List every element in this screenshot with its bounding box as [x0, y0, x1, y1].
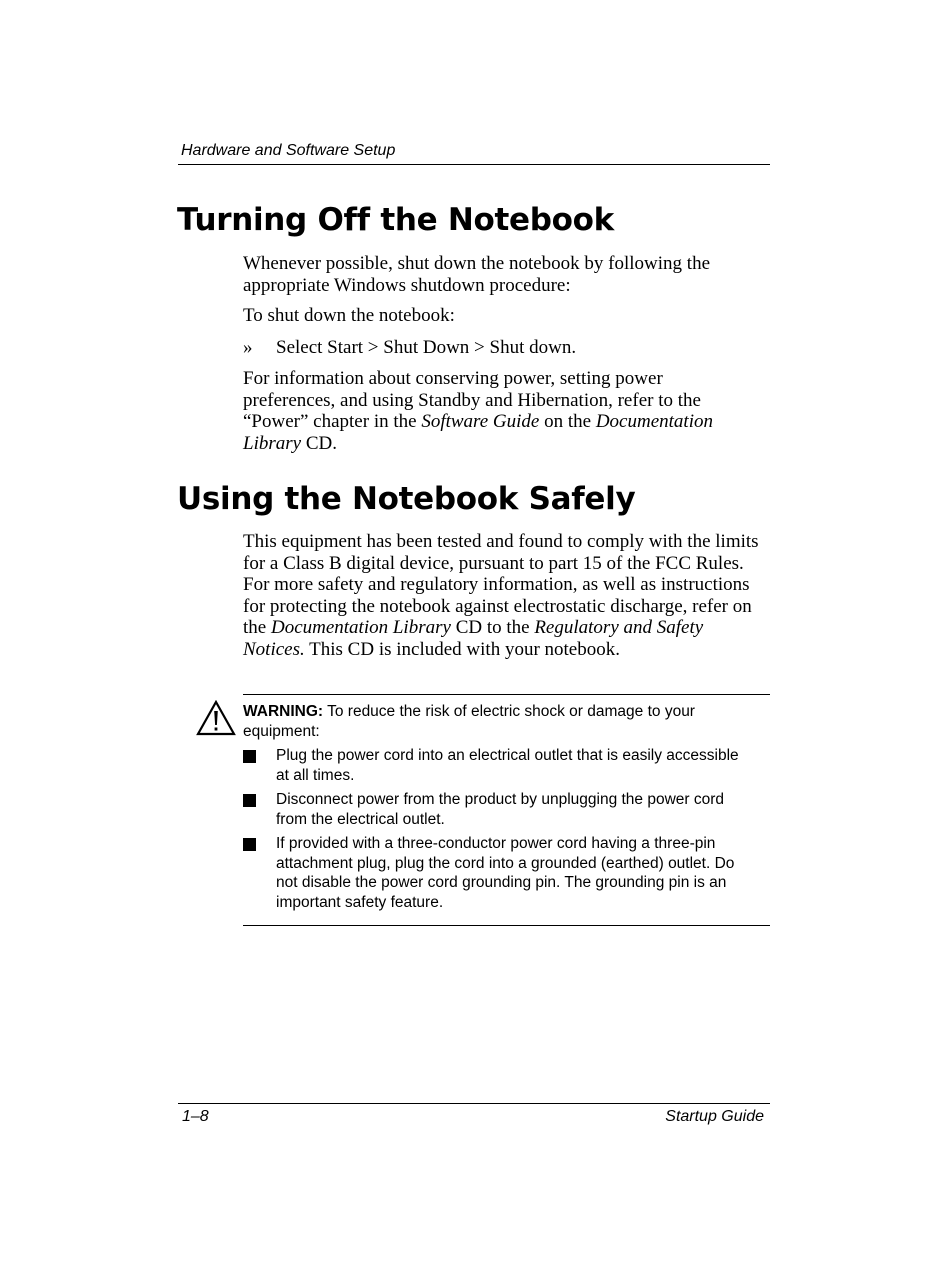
step-marker: »	[243, 337, 253, 358]
step-text: Select Start > Shut Down > Shut down.	[276, 337, 577, 358]
warning-bullet-text: Disconnect power from the product by unplugging the power cord from the electrical outlet.	[276, 791, 725, 828]
warning-triangle-icon	[196, 700, 236, 736]
documentation-library-title-2: Documentation Library	[270, 617, 451, 638]
paragraph-shutdown-intro: Whenever possible, shut down the notebook by following the appropriate Windows shutdown procedure:	[243, 253, 711, 296]
warning-bullet-item	[243, 834, 753, 912]
fcc-text-1: This equipment has been tested and found to comply with the limits for a Class B digital device, pursuant to part 15 of the FCC Rules. For more safety and regulatory information, as well as instructions for protecting the notebook against electrostatic discharge, refer on the	[243, 531, 759, 638]
warning-message: To reduce the risk of electric shock or damage to your equipment:	[243, 703, 695, 740]
documentation-library-title: Documentation Library	[243, 411, 713, 454]
step-item	[243, 337, 763, 359]
running-footer	[178, 1103, 770, 1125]
guide-name: Startup Guide	[665, 1108, 764, 1125]
regulatory-notices-title: Regulatory and Safety Notices.	[243, 617, 704, 660]
paragraph-to-shut-down: To shut down the notebook:	[243, 305, 455, 326]
power-info-text-2: on the	[539, 411, 596, 432]
software-guide-title: Software Guide	[421, 411, 540, 432]
warning-bullet-text: If provided with a three-conductor power cord having a three-pin attachment plug, plug the cord into a grounded (earthed) outlet. Do not disable the power cord grounding pin. The grounding pin is an important safety feature.	[276, 835, 735, 911]
paragraph-power-info	[243, 368, 748, 454]
warning-bullet-text: Plug the power cord into an electrical outlet that is easily accessible at all times.	[276, 747, 739, 784]
section-heading-using-safely: Using the Notebook Safely	[177, 481, 636, 517]
page-number: 1–8	[182, 1108, 209, 1125]
section-heading-turning-off: Turning Off the Notebook	[177, 202, 614, 238]
power-info-text-1: For information about conserving power, setting power preferences, and using Standby and Hibernation, refer to the “Power” chapter in the	[243, 368, 701, 432]
fcc-text-2: CD to the	[450, 617, 535, 638]
fcc-text-3: This CD is included with your notebook.	[304, 638, 620, 660]
warning-bullet-item	[243, 790, 753, 829]
running-header	[178, 141, 770, 165]
running-header-title: Hardware and Software Setup	[181, 142, 396, 159]
warning-label: WARNING:	[243, 703, 324, 720]
power-info-text-3: CD.	[301, 432, 337, 454]
square-bullet-icon	[243, 794, 256, 807]
paragraph-fcc-compliance	[243, 531, 763, 660]
warning-text	[243, 702, 753, 741]
square-bullet-icon	[243, 838, 256, 851]
warning-bullet-item	[243, 746, 753, 785]
square-bullet-icon	[243, 750, 256, 763]
